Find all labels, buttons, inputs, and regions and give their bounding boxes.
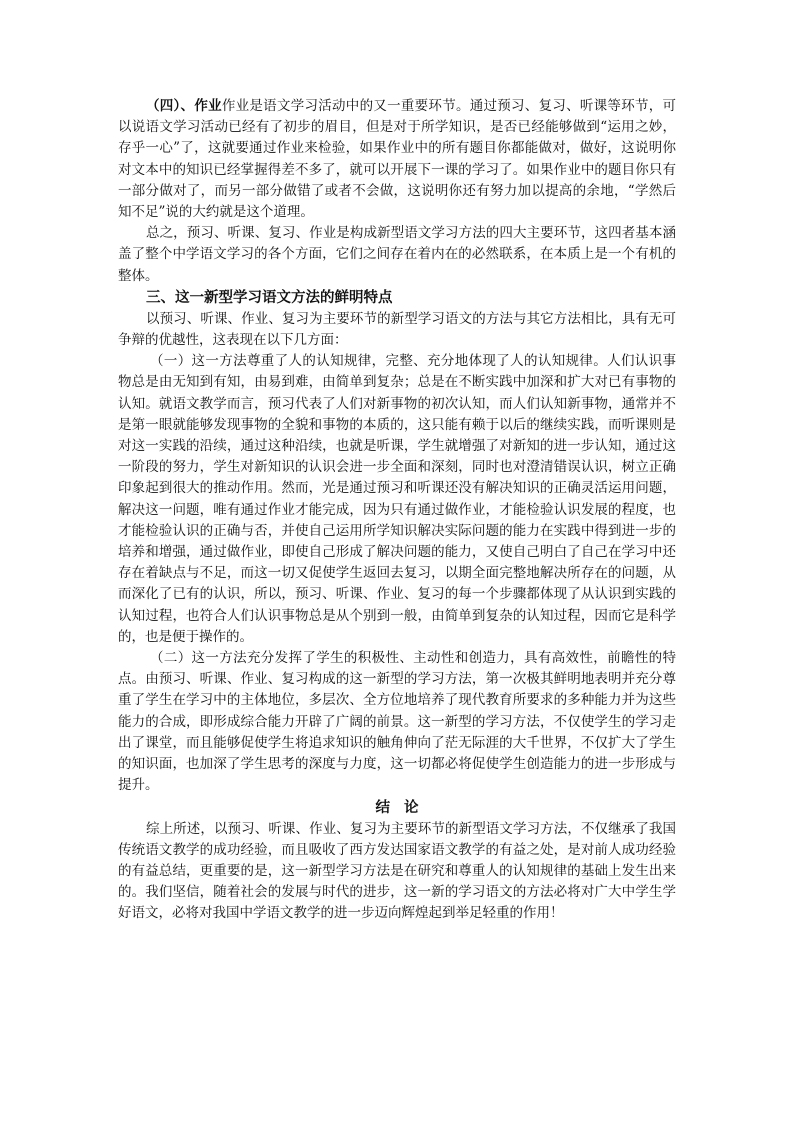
paragraph-homework	[118, 96, 676, 223]
paragraph-summary: 总之，预习、听课、复习、作业是构成新型语文学习方法的四大主要环节，这四者基本涵盖了整个中学语文学习的各个方面，它们之间存在着内在的必然联系，在本质上是一个有机的整体。	[118, 225, 676, 284]
paragraph-point-one: （一）这一方法尊重了人的认知规律，完整、充分地体现了人的认知规律。人们认识事物总是由无知到有知，由易到难，由简单到复杂；总是在不断实践中加深和扩大对已有事物的认知。就语文教学而言，预习代表了人们对新事物的初次认知，而人们认知新事物，通常并不是第一眼就能够发现事物的全貌和事物的本质的，这只能有赖于以后的继续实践，而听课则是对这一实践的沿续，通过这种沿续，也就是听课，学生就增强了对新知的进一步认知，通过这一阶段的努力，学生对新知识的认识会进一步全面和深刻，同时也对澄清错误认识，树立正确印象起到很大的推动作用。然而，光是通过预习和听课还没有解决知识的正确灵活运用问题，解决这一问题，唯有通过作业才能完成，因为只有通过做作业，才能检验认识发展的程度，也才能检验认识的正确与否，并使自己运用所学知识解决实际问题的能力在实践中得到进一步的培养和增强，通过做作业，即使自己形成了解决问题的能力，又使自己明白了自己在学习中还存在着缺点与不足，而这一切又促使学生返回去复习，以期全面完整地解决所存在的问题，从而深化了已有的认识，所以，预习、听课、作业、复习的每一个步骤都体现了从认识到实践的认知过程，也符合人们认识事物总是从个别到一般，由简单到复杂的认知过程，因而它是科学的，也是便于操作的。	[118, 353, 676, 645]
conclusion-heading: 结论	[375, 798, 433, 816]
homework-text: 作业是语文学习活动中的又一重要环节。通过预习、复习、听课等环节，可以说语文学习活动已经有了初步的眉目，但是对于所学知识，是否已经能够做到“运用之妙，存乎一心”了，这就要通过作业来检验，如果作业中的所有题目你都能做对，做好，这说明你对文本中的知识已经掌握得差不多了，就可以开展下一课的学习了。如果作业中的题目你只有一部分做对了，而另一部分做错了或者不会做，这说明你还有努力加以提高的余地，“学然后知不足”说的大约就是这个道理。	[118, 98, 677, 221]
paragraph-point-two: （二）这一方法充分发挥了学生的积极性、主动性和创造力，具有高效性，前瞻性的特点。由预习、听课、作业、复习构成的这一新型的学习方法，第一次极其鲜明地表明并充分尊重了学生在学习中的主体地位，多层次、全方位地培养了现代教育所要求的多种能力并为这些能力的合成，即形成综合能力开辟了广阔的前景。这一新型的学习方法，不仅使学生的学习走出了课堂，而且能够促使学生将追求知识的触角伸向了茫无际涯的大千世界，不仅扩大了学生的知识面，也加深了学生思考的深度与力度，这一切都必将促使学生创造能力的进一步形成与提升。	[118, 650, 676, 794]
paragraph-features-intro: 以预习、听课、作业、复习为主要环节的新型学习语文的方法与其它方法相比，具有无可争辩的优越性，这表现在以下几方面：	[118, 310, 676, 349]
homework-label: （四）、作业	[146, 98, 222, 114]
paragraph-conclusion: 综上所述，以预习、听课、作业、复习为主要环节的新型语文学习方法，不仅继承了我国传统语文教学的成功经验，而且吸收了西方发达国家语文教学的有益之处，是对前人成功经验的有益总结，更重要的是，这一新型学习方法是在研究和尊重人的认知规律的基础上发生出来的。我们坚信，随着社会的发展与时代的进步，这一新的学习语文的方法必将对广大中学生学好语文，必将对我国中学语文教学的进一步迈向辉煌起到举足轻重的作用！	[118, 820, 676, 922]
document-page	[118, 96, 676, 925]
section-heading-features: 三、这一新型学习语文方法的鲜明特点	[146, 288, 393, 306]
